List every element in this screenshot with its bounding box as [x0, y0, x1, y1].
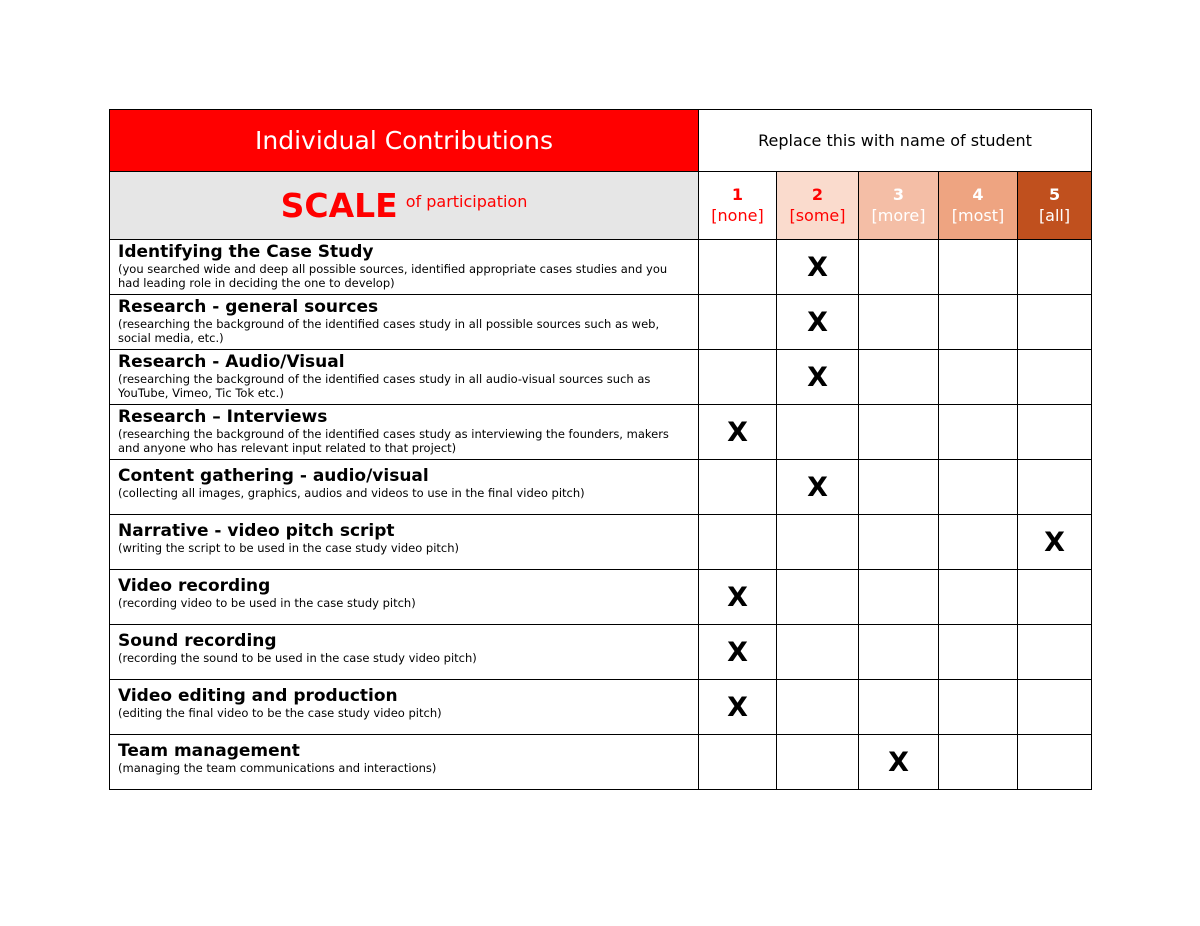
scale-level-label: [some]	[789, 205, 846, 225]
criterion-title: Video recording	[118, 576, 271, 596]
criterion-cell	[110, 735, 699, 790]
rating-cell-level-4[interactable]	[939, 405, 1018, 460]
criterion-title: Sound recording	[118, 631, 277, 651]
rating-cell-level-1[interactable]	[699, 240, 777, 295]
selected-mark: X	[807, 361, 828, 393]
rating-cell-level-3[interactable]	[859, 680, 939, 735]
rating-cell-level-4[interactable]	[939, 735, 1018, 790]
rating-cell-level-3[interactable]	[859, 625, 939, 680]
scale-level-label: [most]	[951, 205, 1005, 225]
rating-cell-level-5[interactable]	[1018, 350, 1092, 405]
table-row	[110, 405, 1092, 460]
rating-cell-level-3[interactable]	[859, 735, 939, 790]
scale-level-number: 5	[1048, 184, 1061, 204]
scale-level-label: [none]	[711, 205, 764, 225]
rating-cell-level-1[interactable]	[699, 295, 777, 350]
scale-level-3	[859, 172, 939, 240]
rating-cell-level-1[interactable]	[699, 625, 777, 680]
selected-mark: X	[888, 746, 909, 778]
selected-mark: X	[807, 306, 828, 338]
rating-cell-level-5[interactable]	[1018, 405, 1092, 460]
criterion-title: Team management	[118, 741, 300, 761]
rating-cell-level-3[interactable]	[859, 460, 939, 515]
table-row	[110, 240, 1092, 295]
rating-cell-level-5[interactable]	[1018, 460, 1092, 515]
rating-cell-level-1[interactable]	[699, 350, 777, 405]
selected-mark: X	[727, 691, 748, 723]
rating-cell-level-4[interactable]	[939, 680, 1018, 735]
criterion-title: Research - general sources	[118, 297, 379, 317]
selected-mark: X	[807, 251, 828, 283]
selected-mark: X	[727, 416, 748, 448]
rating-cell-level-3[interactable]	[859, 515, 939, 570]
rating-cell-level-3[interactable]	[859, 295, 939, 350]
rating-cell-level-4[interactable]	[939, 625, 1018, 680]
criterion-description: (writing the script to be used in the case study video pitch)	[118, 541, 460, 555]
scale-level-label: [all]	[1038, 205, 1071, 225]
scale-level-number: 4	[972, 184, 984, 204]
criterion-cell	[110, 295, 699, 350]
table-row	[110, 625, 1092, 680]
criterion-description: (researching the background of the identified cases study as interviewing the founders, makers and anyone who has relevant input related to that project)	[118, 427, 669, 455]
criterion-title: Research – Interviews	[118, 407, 328, 427]
rating-cell-level-5[interactable]	[1018, 240, 1092, 295]
rating-cell-level-4[interactable]	[939, 240, 1018, 295]
table-row	[110, 570, 1092, 625]
scale-level-5	[1018, 172, 1092, 240]
rating-cell-level-5[interactable]	[1018, 625, 1092, 680]
criterion-title: Research - Audio/Visual	[118, 352, 345, 372]
rating-cell-level-4[interactable]	[939, 295, 1018, 350]
selected-mark: X	[807, 471, 828, 503]
rating-cell-level-2[interactable]	[777, 515, 859, 570]
rating-cell-level-1[interactable]	[699, 735, 777, 790]
rating-cell-level-4[interactable]	[939, 460, 1018, 515]
scale-row	[110, 172, 1092, 240]
title-row	[110, 110, 1092, 172]
rating-cell-level-2[interactable]	[777, 680, 859, 735]
rating-cell-level-1[interactable]	[699, 405, 777, 460]
selected-mark: X	[1044, 526, 1065, 558]
table-row	[110, 515, 1092, 570]
criterion-cell	[110, 515, 699, 570]
rating-cell-level-2[interactable]	[777, 570, 859, 625]
rating-cell-level-5[interactable]	[1018, 735, 1092, 790]
rating-cell-level-5[interactable]	[1018, 515, 1092, 570]
criterion-description: (you searched wide and deep all possible sources, identified appropriate cases studies and you had leading role in deciding the one to develop)	[118, 262, 668, 290]
criterion-cell	[110, 350, 699, 405]
rating-cell-level-1[interactable]	[699, 570, 777, 625]
criterion-title: Content gathering - audio/visual	[118, 466, 429, 486]
page-title: Individual Contributions	[110, 110, 699, 172]
criterion-description: (researching the background of the identified cases study in all audio-visual sources such as YouTube, Vimeo, Tic Tok etc.)	[118, 372, 651, 400]
table-row	[110, 295, 1092, 350]
table-row	[110, 735, 1092, 790]
selected-mark: X	[727, 636, 748, 668]
rating-cell-level-2[interactable]	[777, 460, 859, 515]
criterion-cell	[110, 680, 699, 735]
rating-cell-level-2[interactable]	[777, 350, 859, 405]
scale-level-2	[777, 172, 859, 240]
rating-cell-level-4[interactable]	[939, 515, 1018, 570]
contribution-table	[109, 109, 1092, 790]
rating-cell-level-2[interactable]	[777, 295, 859, 350]
rating-cell-level-3[interactable]	[859, 570, 939, 625]
scale-level-number: 2	[811, 184, 824, 204]
scale-level-4	[939, 172, 1018, 240]
rating-cell-level-3[interactable]	[859, 350, 939, 405]
rating-cell-level-5[interactable]	[1018, 680, 1092, 735]
rating-cell-level-5[interactable]	[1018, 570, 1092, 625]
rating-cell-level-1[interactable]	[699, 515, 777, 570]
scale-word: SCALE	[280, 186, 398, 225]
criterion-cell	[110, 625, 699, 680]
criterion-cell	[110, 240, 699, 295]
criterion-cell	[110, 570, 699, 625]
selected-mark: X	[727, 581, 748, 613]
criterion-description: (recording video to be used in the case study pitch)	[118, 596, 416, 610]
scale-subtitle: of participation	[405, 192, 528, 211]
rating-cell-level-4[interactable]	[939, 570, 1018, 625]
rating-cell-level-1[interactable]	[699, 460, 777, 515]
student-name-field[interactable]: Replace this with name of student	[699, 110, 1092, 172]
criterion-description: (collecting all images, graphics, audios and videos to use in the final video pitch)	[118, 486, 585, 500]
rating-cell-level-2[interactable]	[777, 240, 859, 295]
table-row	[110, 680, 1092, 735]
criterion-cell	[110, 405, 699, 460]
criterion-description: (editing the final video to be the case study video pitch)	[118, 706, 442, 720]
criterion-description: (managing the team communications and interactions)	[118, 761, 437, 775]
criterion-title: Identifying the Case Study	[118, 242, 374, 262]
table-row	[110, 350, 1092, 405]
rating-cell-level-2[interactable]	[777, 625, 859, 680]
rating-cell-level-3[interactable]	[859, 240, 939, 295]
criterion-description: (researching the background of the identified cases study in all possible sources such as web, social media, etc.)	[118, 317, 660, 345]
scale-level-number: 1	[731, 184, 744, 204]
scale-heading	[110, 172, 699, 240]
criterion-description: (recording the sound to be used in the case study video pitch)	[118, 651, 477, 665]
rating-cell-level-3[interactable]	[859, 405, 939, 460]
table-row	[110, 460, 1092, 515]
criterion-title: Narrative - video pitch script	[118, 521, 395, 541]
scale-level-1	[699, 172, 777, 240]
rating-cell-level-2[interactable]	[777, 405, 859, 460]
rating-cell-level-4[interactable]	[939, 350, 1018, 405]
rating-cell-level-2[interactable]	[777, 735, 859, 790]
criterion-cell	[110, 460, 699, 515]
criterion-title: Video editing and production	[118, 686, 398, 706]
rating-cell-level-5[interactable]	[1018, 295, 1092, 350]
scale-level-number: 3	[892, 184, 905, 204]
scale-level-label: [more]	[871, 205, 926, 225]
rating-cell-level-1[interactable]	[699, 680, 777, 735]
